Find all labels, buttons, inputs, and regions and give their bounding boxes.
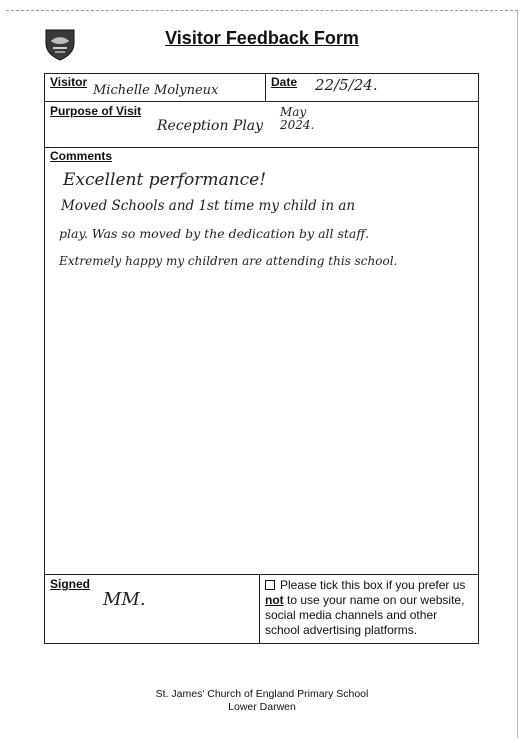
privacy-checkbox[interactable] bbox=[265, 580, 275, 590]
purpose-value: Reception Play bbox=[157, 118, 264, 134]
tick-text-after: to use your name on our website, social media channels and other school advertising platforms. bbox=[265, 593, 465, 637]
tick-text-emphasis: not bbox=[265, 593, 284, 607]
visitor-value: Michelle Molyneux bbox=[93, 83, 219, 98]
visitor-label: Visitor bbox=[50, 75, 88, 89]
tick-text-before: Please tick this box if you prefer us bbox=[280, 578, 466, 592]
signed-row bbox=[45, 575, 478, 643]
form-title: Visitor Feedback Form bbox=[165, 28, 359, 48]
purpose-note: May 2024. bbox=[280, 105, 315, 132]
date-value: 22/5/24. bbox=[315, 76, 378, 94]
comment-line: Excellent performance! bbox=[63, 170, 267, 190]
visitor-date-divider bbox=[265, 74, 266, 102]
comments-label: Comments bbox=[50, 149, 113, 163]
signature: MM. bbox=[103, 589, 146, 610]
comment-line: Extremely happy my children are attending this school. bbox=[59, 254, 398, 268]
footer bbox=[0, 688, 524, 714]
signed-label: Signed bbox=[50, 577, 91, 591]
purpose-row bbox=[45, 102, 478, 148]
feedback-form bbox=[44, 73, 479, 644]
purpose-label: Purpose of Visit bbox=[50, 104, 142, 118]
comments-row bbox=[45, 148, 478, 575]
comment-line: Moved Schools and 1st time my child in an bbox=[61, 198, 356, 214]
comment-line: play. Was so moved by the dedication by all staff. bbox=[59, 226, 370, 241]
date-label: Date bbox=[271, 75, 298, 89]
school-name: St. James' Church of England Primary School bbox=[155, 688, 369, 700]
school-location: Lower Darwen bbox=[228, 701, 296, 713]
signed-divider bbox=[259, 575, 260, 643]
privacy-tick-text bbox=[265, 578, 475, 638]
visitor-row bbox=[45, 74, 478, 102]
